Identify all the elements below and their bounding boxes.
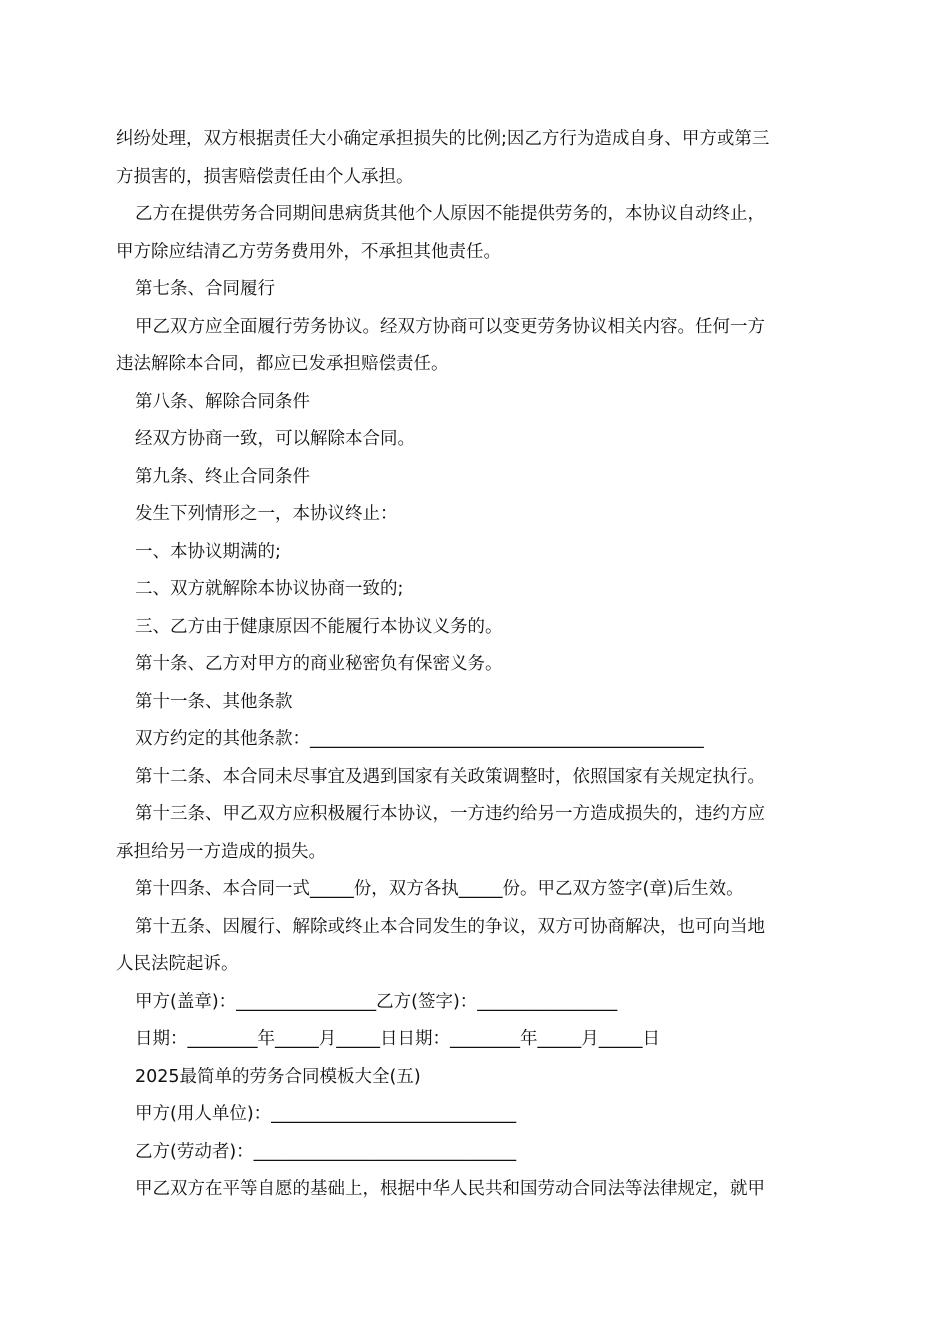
paragraph-line: 经双方协商一致，可以解除本合同。 (135, 429, 415, 449)
paragraph-line: 方损害的，损害赔偿责任由个人承担。 (116, 166, 414, 187)
paragraph-line: 乙方在提供劳务合同期间患病货其他个人原因不能提供劳务的，本协议自动终止， (135, 204, 765, 224)
paragraph-line: 第七条、合同履行 (135, 279, 275, 299)
paragraph-line: 三、乙方由于健康原因不能履行本协议义务的。 (135, 616, 503, 637)
paragraph-line: 一、本协议期满的; (135, 541, 281, 562)
paragraph-line: 违法解除本合同，都应已发承担赔偿责任。 (116, 354, 449, 374)
paragraph-line: 第十四条、本合同一式_____份，双方各执_____份。甲乙双方签字(章)后生效。 (135, 879, 744, 899)
paragraph-line: 甲乙双方在平等自愿的基础上，根据中华人民共和国劳动合同法等法律规定，就甲 (135, 1179, 765, 1199)
paragraph-line: 甲乙双方应全面履行劳务协议。经双方协商可以变更劳务协议相关内容。任何一方 (135, 316, 765, 337)
document-body (116, 121, 838, 1209)
paragraph-line: 人民法院起诉。 (116, 954, 239, 974)
paragraph-line: 承担给另一方造成的损失。 (116, 841, 326, 862)
paragraph-line: 二、双方就解除本协议协商一致的; (135, 579, 404, 599)
paragraph-line: 第十条、乙方对甲方的商业秘密负有保密义务。 (135, 654, 503, 674)
paragraph-line: 乙方(劳动者)：______________________________ (135, 1141, 517, 1162)
paragraph-line: 2025最简单的劳务合同模板大全(五) (135, 1066, 421, 1087)
paragraph-line: 发生下列情形之一，本协议终止： (135, 504, 398, 524)
paragraph-line: 第十三条、甲乙双方应积极履行本协议，一方违约给另一方造成损失的，违约方应 (135, 804, 765, 824)
paragraph-line: 甲方(用人单位)：____________________________ (135, 1104, 517, 1124)
paragraph-line: 第十一条、其他条款 (135, 691, 293, 712)
paragraph-line: 第十五条、因履行、解除或终止本合同发生的争议，双方可协商解决，也可向当地 (135, 916, 765, 937)
paragraph-line: 第九条、终止合同条件 (135, 466, 310, 487)
paragraph-line: 双方约定的其他条款：_____________________________________________ (135, 729, 704, 749)
paragraph-line: 甲方(盖章)：________________乙方(签字)：________________ (135, 991, 618, 1012)
paragraph-line: 纠纷处理，双方根据责任大小确定承担损失的比例;因乙方行为造成自身、甲方或第三 (116, 129, 770, 149)
paragraph-line: 甲方除应结清乙方劳务费用外，不承担其他责任。 (116, 241, 501, 262)
paragraph-line: 日期：________年_____月_____日日期：________年_____月_____日 (135, 1029, 660, 1049)
paragraph-line: 第十二条、本合同未尽事宜及遇到国家有关政策调整时，依照国家有关规定执行。 (135, 766, 765, 787)
paragraph-line: 第八条、解除合同条件 (135, 391, 310, 412)
